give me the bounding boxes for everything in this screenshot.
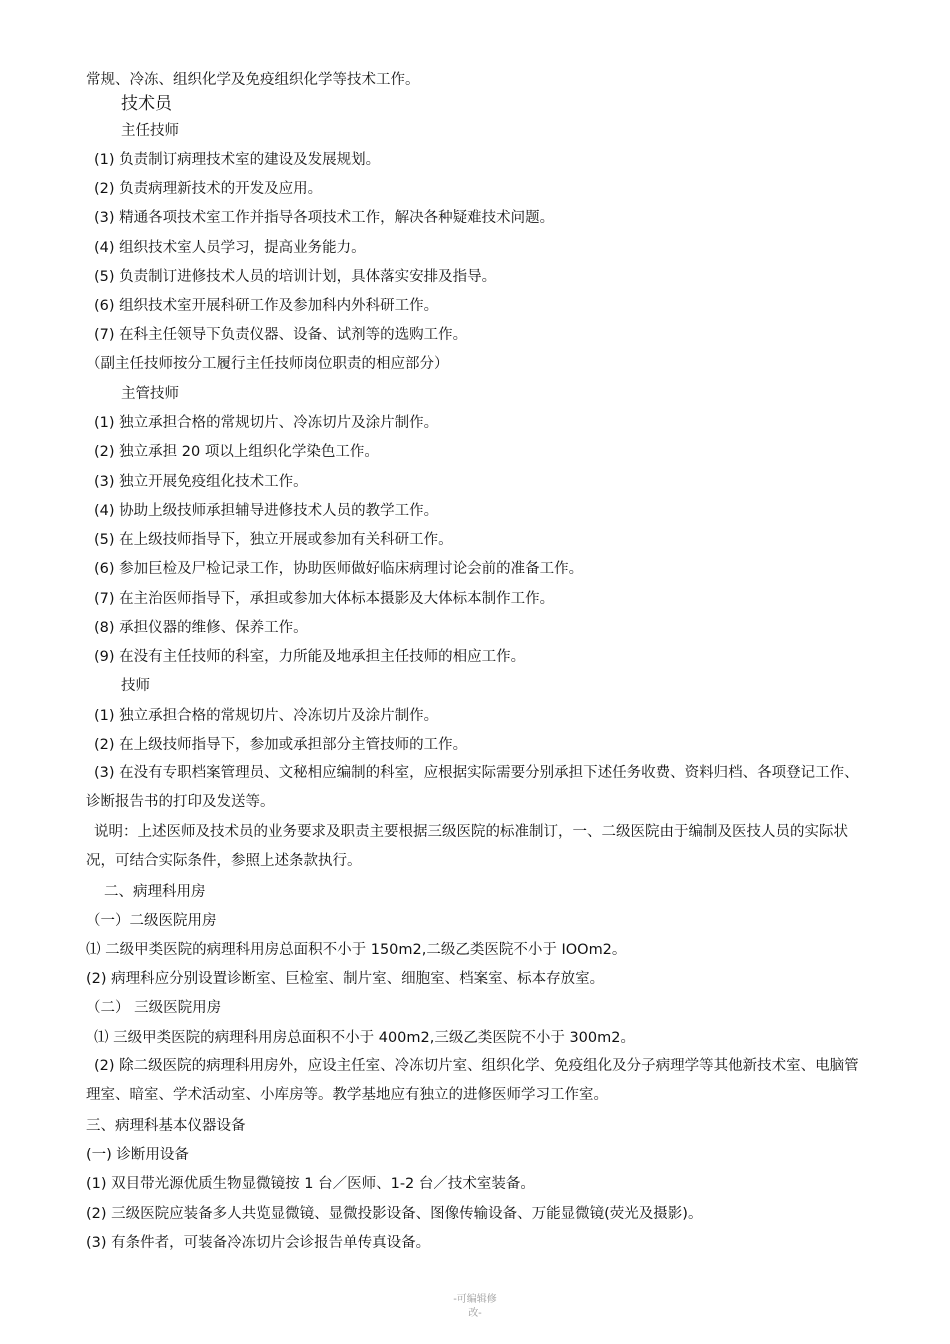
list-item: (9) 在没有主任技师的科室，力所能及地承担主任技师的相应工作。 <box>94 649 526 665</box>
footer-editable-note-line2: 改- <box>468 1308 482 1319</box>
subheading-tertiary-hospital: （二） 三级医院用房 <box>86 1000 222 1016</box>
list-item-wrapped: (3) 在没有专职档案管理员、文秘相应编制的科室，应根据实际需要分别承担下述任务收费、资料归档、各项登记工作、诊断报告书的打印及发送等。 <box>86 765 859 810</box>
section-heading-rooms: 二、病理科用房 <box>104 884 206 900</box>
list-item: (6) 参加巨检及尸检记录工作，协助医师做好临床病理讨论会前的准备工作。 <box>94 561 584 577</box>
list-item: (1) 负责制订病理技术室的建设及发展规划。 <box>94 152 381 168</box>
explanation-paragraph: 说明：上述医师及技术员的业务要求及职责主要根据三级医院的标准制订，一、二级医院由于编制及医技人员的实际状况，可结合实际条件，参照上述条款执行。 <box>86 824 848 869</box>
list-item: ⑴ 三级甲类医院的病理科用房总面积不小于 400m2,三级乙类医院不小于 300m2。 <box>94 1030 635 1046</box>
list-item: (2) 病理科应分别设置诊断室、巨检室、制片室、细胞室、档案室、标本存放室。 <box>86 971 605 987</box>
subheading-secondary-hospital: （一）二级医院用房 <box>86 913 217 929</box>
list-item: (6) 组织技术室开展科研工作及参加科内外科研工作。 <box>94 298 439 314</box>
list-item: (2) 独立承担 20 项以上组织化学染色工作。 <box>94 444 379 460</box>
text-line-note: （副主任技师按分工履行主任技师岗位职责的相应部分） <box>86 356 449 372</box>
list-item: (2) 在上级技师指导下，参加或承担部分主管技师的工作。 <box>94 737 468 753</box>
list-item: (2) 三级医院应装备多人共览显微镜、显微投影设备、图像传输设备、万能显微镜(荧光及摄影)。 <box>86 1206 703 1222</box>
footer-editable-note-line1: -可编辑修 <box>453 1294 497 1305</box>
list-item: (3) 精通各项技术室工作并指导各项技术工作，解决各种疑难技术问题。 <box>94 210 555 226</box>
section-heading-technician: 技术员 <box>121 94 172 114</box>
list-item-wrapped: (2) 除二级医院的病理科用房外，应设主任室、冷冻切片室、组织化学、免疫组化及分子病理学等其他新技术室、电脑管理室、暗室、学术活动室、小库房等。教学基地应有独立的进修医师学习工作室。 <box>86 1058 859 1103</box>
list-item: (7) 在科主任领导下负责仪器、设备、试剂等的选购工作。 <box>94 327 468 343</box>
list-item: (4) 组织技术室人员学习，提高业务能力。 <box>94 240 366 256</box>
subheading-diagnostic-equipment: (一) 诊断用设备 <box>86 1147 189 1163</box>
list-item: (3) 独立开展免疫组化技术工作。 <box>94 474 308 490</box>
list-item: (2) 负责病理新技术的开发及应用。 <box>94 181 323 197</box>
text-line: 常规、冷冻、组织化学及免疫组织化学等技术工作。 <box>86 72 420 88</box>
list-item: (7) 在主治医师指导下，承担或参加大体标本摄影及大体标本制作工作。 <box>94 591 555 607</box>
subheading-chief-technician: 主任技师 <box>121 123 179 139</box>
list-item: (8) 承担仪器的维修、保养工作。 <box>94 620 308 636</box>
list-item: (1) 独立承担合格的常规切片、冷冻切片及涂片制作。 <box>94 708 439 724</box>
list-item: (3) 有条件者，可装备冷冻切片会诊报告单传真设备。 <box>86 1235 431 1251</box>
subheading-supervisor-technician: 主管技师 <box>121 386 179 402</box>
list-item: (1) 独立承担合格的常规切片、冷冻切片及涂片制作。 <box>94 415 439 431</box>
list-item: ⑴ 二级甲类医院的病理科用房总面积不小于 150m2,二级乙类医院不小于 IOOm2。 <box>86 942 627 958</box>
subheading-technician: 技师 <box>121 678 150 694</box>
list-item: (5) 负责制订进修技术人员的培训计划，具体落实安排及指导。 <box>94 269 497 285</box>
list-item: (1) 双目带光源优质生物显微镜按 1 台／医师、1-2 台／技术室装备。 <box>86 1176 535 1192</box>
list-item: (4) 协助上级技师承担辅导进修技术人员的教学工作。 <box>94 503 439 519</box>
list-item: (5) 在上级技师指导下，独立开展或参加有关科研工作。 <box>94 532 453 548</box>
section-heading-equipment: 三、病理科基本仪器设备 <box>86 1118 246 1134</box>
